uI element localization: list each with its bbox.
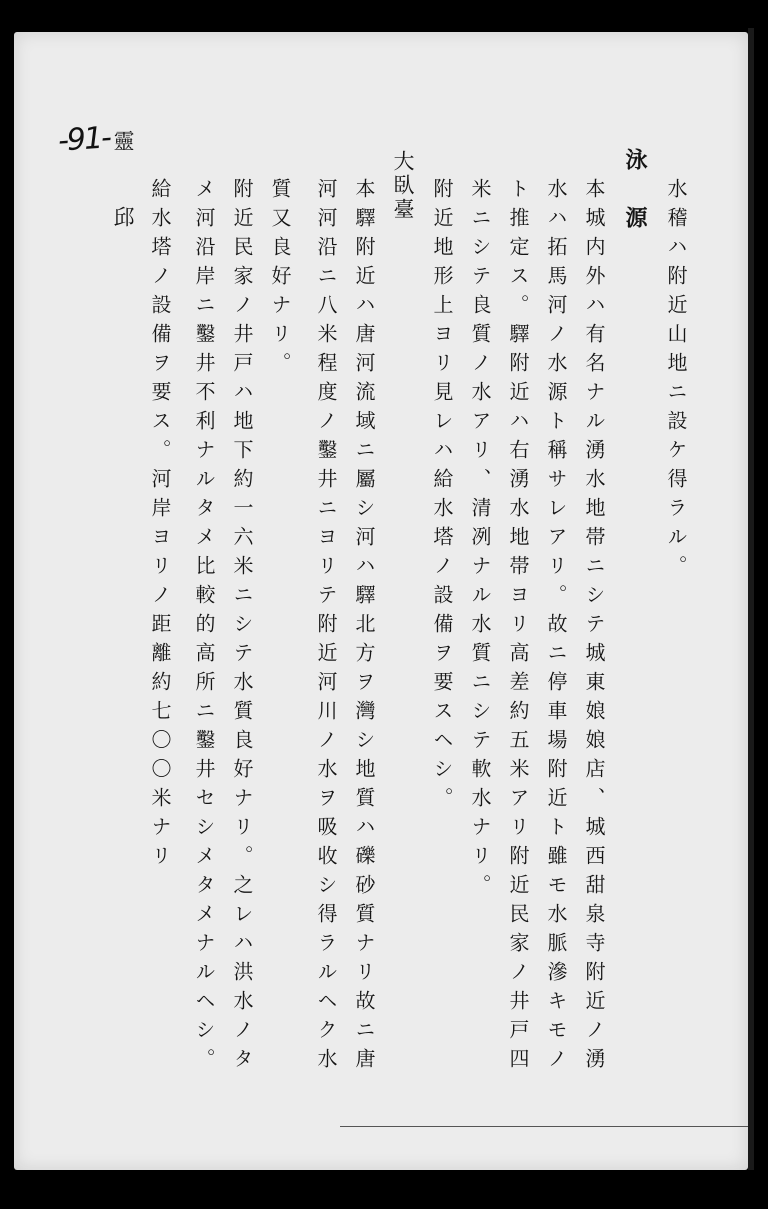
text-column: 附近民家ノ井戸ハ地下約一六米ニシテ水質良好ナリ。之レハ洪水ノタ (230, 178, 254, 1077)
text-column: ト推定ス。驛附近ハ右湧水地帯ヨリ高差約五米アリ附近民家ノ井戸四 (506, 178, 530, 1077)
text-column: 米ニシテ良質ノ水アリ、清冽ナル水質ニシテ軟水ナリ。 (468, 178, 492, 903)
text-column: 河河沿ニ八米程度ノ鑿井ニヨリテ附近河川ノ水ヲ吸收シ得ラルヘク水 (314, 178, 338, 1077)
text-column: 本驛附近ハ唐河流域ニ屬シ河ハ驛北方ヲ灣シ地質ハ礫砂質ナリ故ニ唐 (352, 178, 376, 1077)
page-edge-shadow (748, 28, 754, 1170)
document-page (14, 32, 748, 1170)
text-column: 水稽ハ附近山地ニ設ケ得ラル。 (664, 178, 688, 584)
section-heading: 邱 (111, 206, 135, 230)
section-heading: 靈 (111, 130, 135, 154)
page-number: -91- (56, 120, 111, 159)
text-column: 附近地形上ヨリ見レハ給水塔ノ設備ヲ要スヘシ。 (430, 178, 454, 816)
bottom-rule (340, 1126, 748, 1127)
section-heading: 大臥臺 (391, 150, 415, 222)
text-column: 水ハ拓馬河ノ水源ト稱サレアリ。故ニ停車場附近ト雖モ水脈滲キモノ (544, 178, 568, 1077)
text-column: 質又良好ナリ。 (268, 178, 292, 381)
section-heading: 泳 (622, 148, 648, 174)
text-column: メ河沿岸ニ鑿井不利ナルタメ比較的高所ニ鑿井セシメタメナルヘシ。 (192, 178, 216, 1077)
section-heading: 源 (622, 206, 648, 232)
text-column: 本城内外ハ有名ナル湧水地帯ニシテ城東娘娘店、城西甜泉寺附近ノ湧 (582, 178, 606, 1077)
text-column: 給水塔ノ設備ヲ要ス。河岸ヨリノ距離約七〇〇米ナリ (148, 178, 172, 874)
